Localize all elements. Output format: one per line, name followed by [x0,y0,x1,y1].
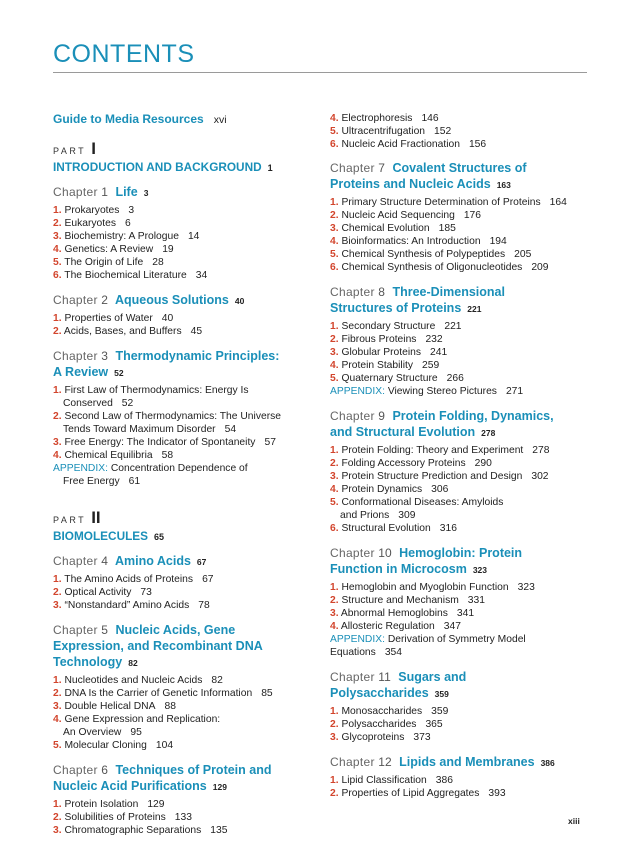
toc-entry[interactable]: 3. Free Energy: The Indicator of Spontaneity 57 [53,437,276,448]
title-rule [53,72,587,73]
toc-entry[interactable]: 1. Lipid Classification 386 [330,775,453,786]
appendix-entry-continued[interactable]: Equations 354 [330,647,402,658]
chapter-5-sections [53,674,306,752]
chapter-6-heading[interactable]: Chapter 6 Techniques of Protein and Nucleic Acid Purifications 129 [53,763,272,793]
toc-entry[interactable]: 5. The Origin of Life 28 [53,257,164,268]
toc-entry[interactable]: 4. Gene Expression and Replication: [53,714,221,725]
toc-entry[interactable]: 3. “Nonstandard” Amino Acids 78 [53,600,210,611]
guide-entry[interactable] [53,112,306,126]
toc-entry[interactable]: 5. Ultracentrifugation 152 [330,126,452,137]
toc-entry[interactable]: 1. First Law of Thermodynamics: Energy Is [53,385,249,396]
guide-title: Guide to Media Resources [53,112,204,126]
toc-entry[interactable]: 2. Optical Activity 73 [53,587,152,598]
toc-entry[interactable]: 2. Acids, Bases, and Buffers 45 [53,326,203,337]
chapter-8-heading[interactable]: Chapter 8 Three-Dimensional Structures of Proteins 221 [330,285,505,315]
chapter-11-sections [330,705,592,744]
chapter-2-sections [53,312,306,338]
toc-entry[interactable]: 6. Nucleic Acid Fractionation 156 [330,139,487,150]
chapter-9-heading[interactable]: Chapter 9 Protein Folding, Dynamics, and Structural Evolution 278 [330,409,554,439]
toc-entry[interactable]: 3. Chromatographic Separations 135 [53,825,228,836]
chapter-12-heading[interactable]: Chapter 12 Lipids and Membranes 386 [330,755,555,769]
appendix-entry[interactable]: APPENDIX: Viewing Stereo Pictures 271 [330,386,524,397]
toc-entry[interactable]: 5. Molecular Cloning 104 [53,740,174,751]
part-label: PART [53,146,87,156]
toc-entry[interactable]: 2. Folding Accessory Proteins 290 [330,458,492,469]
toc-entry[interactable]: 1. Protein Folding: Theory and Experiment 278 [330,445,550,456]
chapter-11-heading[interactable]: Chapter 11 Sugars and Polysaccharides 359 [330,670,467,700]
toc-entry-continued[interactable]: Conserved 52 [63,398,134,409]
toc-entry[interactable]: 2. Polysaccharides 365 [330,719,443,730]
appendix-entry-continued[interactable]: Free Energy 61 [63,476,141,487]
chapter-1-heading[interactable]: Chapter 1 Life 3 [53,185,149,199]
toc-entry[interactable]: 1. Monosaccharides 359 [330,706,449,717]
part-2-title[interactable]: BIOMOLECULES 65 [53,529,165,543]
chapter-7-heading[interactable]: Chapter 7 Covalent Structures of Proteins and Nucleic Acids 163 [330,161,527,191]
toc-entry-continued[interactable]: An Overview 95 [63,727,142,738]
chapter-6-sections-continued [330,112,592,151]
chapter-4-sections [53,573,306,612]
toc-entry[interactable]: 4. Electrophoresis 146 [330,113,439,124]
chapter-4-heading[interactable]: Chapter 4 Amino Acids 67 [53,554,207,568]
toc-entry[interactable]: 4. Genetics: A Review 19 [53,244,174,255]
part-numeral: II [91,508,101,527]
chapter-12-sections [330,774,592,800]
toc-entry[interactable]: 2. Eukaryotes 6 [53,218,131,229]
chapter-7-sections [330,196,592,274]
part-2-heading [53,508,306,528]
toc-entry[interactable]: 1. Protein Isolation 129 [53,799,165,810]
toc-entry[interactable]: 3. Abnormal Hemoglobins 341 [330,608,475,619]
toc-entry[interactable]: 1. Prokaryotes 3 [53,205,135,216]
toc-entry[interactable]: 1. Properties of Water 40 [53,313,174,324]
toc-entry[interactable]: 3. Chemical Evolution 185 [330,223,456,234]
part-1-title[interactable]: INTRODUCTION AND BACKGROUND 1 [53,160,273,174]
part-numeral: I [91,139,96,158]
chapter-6-sections [53,798,306,837]
chapter-1-sections [53,204,306,282]
toc-entry[interactable]: 3. Double Helical DNA 88 [53,701,176,712]
toc-entry[interactable]: 5. Chemical Synthesis of Polypeptides 205 [330,249,532,260]
toc-entry[interactable]: 2. DNA Is the Carrier of Genetic Information 85 [53,688,273,699]
toc-entry[interactable]: 4. Protein Stability 259 [330,360,440,371]
appendix-entry[interactable]: APPENDIX: Concentration Dependence of [53,463,248,474]
toc-entry[interactable]: 2. Second Law of Thermodynamics: The Universe [53,411,281,422]
chapter-5-heading[interactable]: Chapter 5 Nucleic Acids, Gene Expression, and Recombinant DNA Technology 82 [53,623,263,669]
chapter-10-heading[interactable]: Chapter 10 Hemoglobin: Protein Function in Microcosm 323 [330,546,523,576]
chapter-10-sections [330,581,592,659]
part-label: PART [53,515,87,525]
toc-entry[interactable]: 3. Glycoproteins 373 [330,732,431,743]
chapter-9-sections [330,444,592,535]
toc-entry[interactable]: 6. Chemical Synthesis of Oligonucleotides 209 [330,262,549,273]
toc-entry[interactable]: 2. Fibrous Proteins 232 [330,334,443,345]
toc-entry[interactable]: 2. Properties of Lipid Aggregates 393 [330,788,506,799]
toc-entry[interactable]: 1. Hemoglobin and Myoglobin Function 323 [330,582,535,593]
toc-entry[interactable]: 1. The Amino Acids of Proteins 67 [53,574,214,585]
toc-entry[interactable]: 5. Conformational Diseases: Amyloids [330,497,504,508]
guide-page: xvi [213,114,227,126]
toc-entry[interactable]: 1. Primary Structure Determination of Proteins 164 [330,197,567,208]
toc-entry[interactable]: 4. Allosteric Regulation 347 [330,621,461,632]
toc-entry-continued[interactable]: Tends Toward Maximum Disorder 54 [63,424,237,435]
toc-entry[interactable]: 4. Bioinformatics: An Introduction 194 [330,236,507,247]
toc-entry[interactable]: 5. Quaternary Structure 266 [330,373,464,384]
toc-entry[interactable]: 2. Structure and Mechanism 331 [330,595,485,606]
toc-entry[interactable]: 4. Protein Dynamics 306 [330,484,449,495]
toc-entry[interactable]: 3. Biochemistry: A Prologue 14 [53,231,200,242]
toc-entry[interactable]: 3. Protein Structure Prediction and Design 302 [330,471,549,482]
right-column [330,112,592,810]
toc-entry[interactable]: 6. Structural Evolution 316 [330,523,457,534]
part-1-heading [53,139,306,159]
chapter-3-sections [53,384,306,488]
toc-entry[interactable]: 1. Nucleotides and Nucleic Acids 82 [53,675,223,686]
page-title: CONTENTS [53,40,195,68]
appendix-entry[interactable]: APPENDIX: Derivation of Symmetry Model [330,634,526,645]
toc-entry[interactable]: 2. Solubilities of Proteins 133 [53,812,192,823]
toc-entry[interactable]: 1. Secondary Structure 221 [330,321,462,332]
toc-entry[interactable]: 6. The Biochemical Literature 34 [53,270,208,281]
chapter-3-heading[interactable]: Chapter 3 Thermodynamic Principles: A Review 52 [53,349,280,379]
toc-entry[interactable]: 2. Nucleic Acid Sequencing 176 [330,210,481,221]
page-number: xiii [568,816,580,826]
toc-entry[interactable]: 3. Globular Proteins 241 [330,347,448,358]
chapter-2-heading[interactable]: Chapter 2 Aqueous Solutions 40 [53,293,245,307]
chapter-8-sections [330,320,592,398]
toc-entry-continued[interactable]: and Prions 309 [340,510,416,521]
left-column [53,112,306,847]
toc-entry[interactable]: 4. Chemical Equilibria 58 [53,450,174,461]
